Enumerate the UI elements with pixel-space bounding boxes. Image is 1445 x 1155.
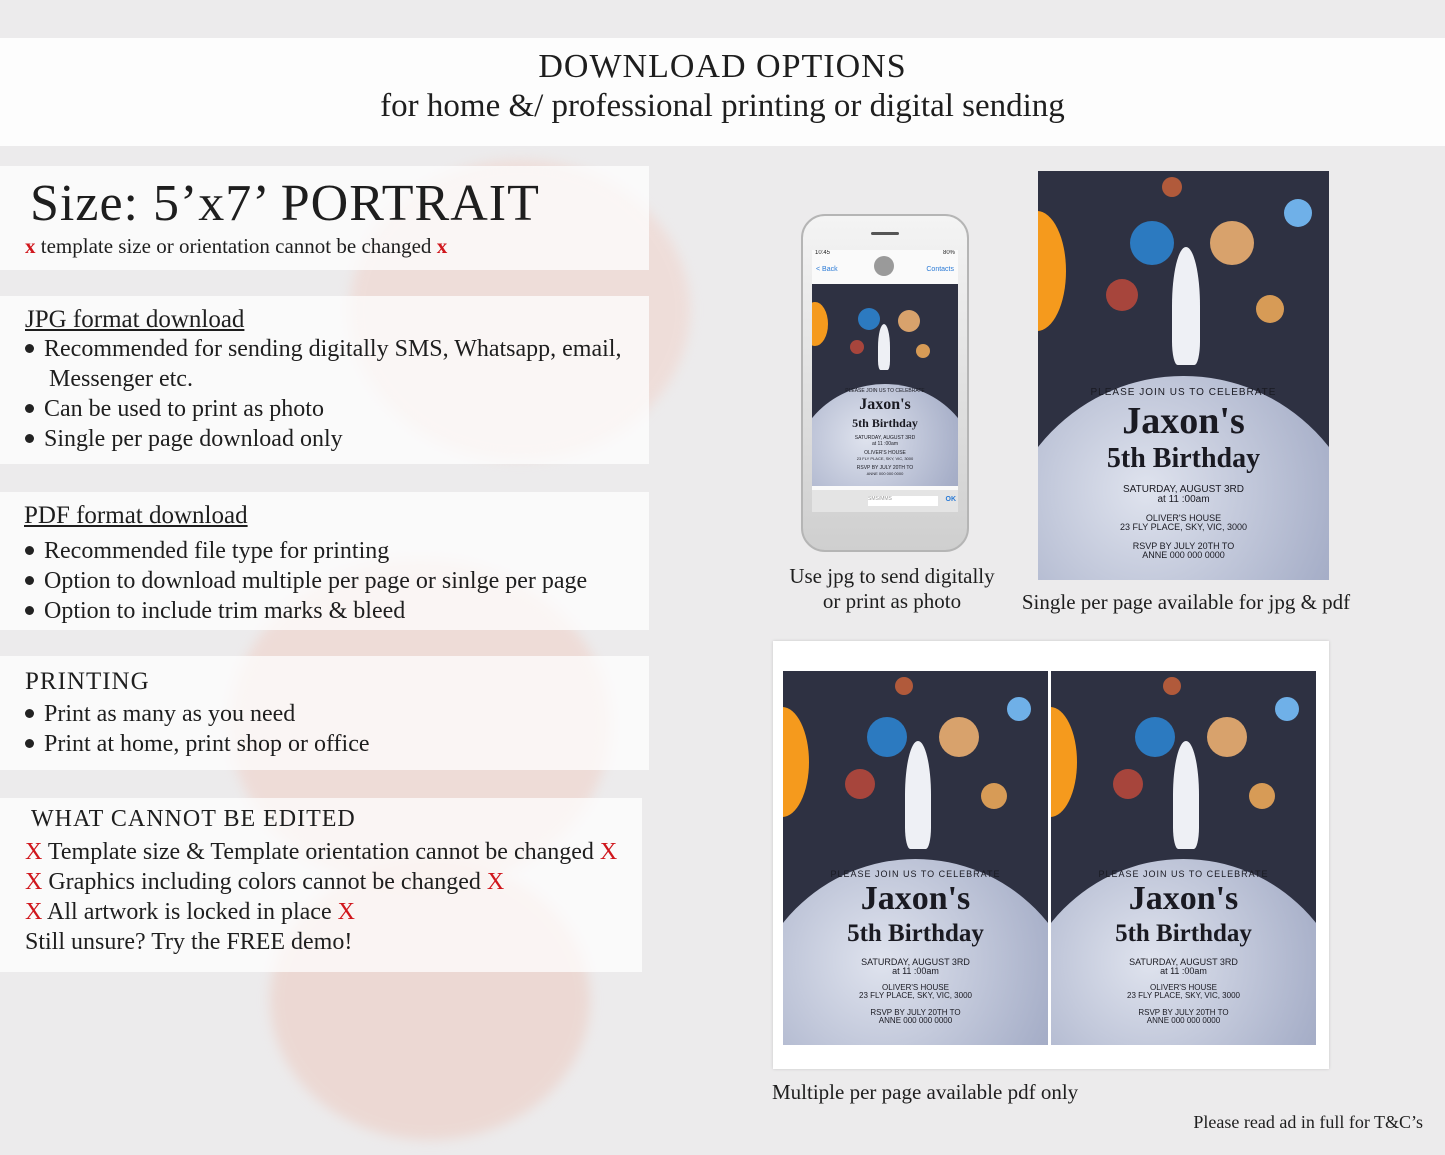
invite-name: Jaxon's: [1122, 400, 1245, 442]
invite-rsvp1: RSVP BY JULY 20TH TO: [1132, 541, 1235, 551]
phone-speaker: [871, 232, 899, 235]
jupiter-icon: [1210, 221, 1254, 265]
invite-rsvp2: ANNE 000 000 0000: [1142, 550, 1225, 560]
saturn-icon: [1256, 295, 1284, 323]
invite-venue2: 23 FLY PLACE, SKY, VIC, 3000: [856, 456, 914, 461]
size-title: Size: 5’x7’ PORTRAIT: [30, 175, 540, 232]
bullet-icon: [25, 606, 34, 615]
earth-icon: [1135, 717, 1175, 757]
venus-icon: [1113, 769, 1143, 799]
jpg-panel: [0, 296, 649, 464]
earth-icon: [867, 717, 907, 757]
x-mark: x: [25, 234, 36, 258]
list-item: Messenger etc.: [49, 366, 193, 392]
list-item: X Template size & Template orientation cannot be changed X: [25, 839, 618, 865]
size-note: [25, 234, 447, 259]
rocket-icon: [905, 741, 931, 849]
single-invitation-card: [1038, 171, 1329, 580]
mars-icon: [850, 340, 864, 354]
saturn-icon: [916, 344, 930, 358]
invite-time: at 11 :00am: [1160, 966, 1207, 976]
list-item: X Graphics including colors cannot be changed X: [25, 869, 505, 895]
demo-note: Still unsure? Try the FREE demo!: [25, 929, 353, 955]
rocket-icon: [878, 324, 890, 370]
sms-input[interactable]: SMS/MMS: [868, 496, 938, 506]
earth-icon: [1130, 221, 1174, 265]
invite-venue2: 23 FLY PLACE, SKY, VIC, 3000: [1127, 991, 1240, 1000]
invite-line1: PLEASE JOIN US TO CELEBRATE: [845, 388, 925, 394]
invite-rsvp1: RSVP BY JULY 20TH TO: [856, 465, 914, 471]
invite-time: at 11 :00am: [871, 441, 899, 447]
neptune-icon: [1275, 697, 1299, 721]
phone-screen: [812, 250, 958, 512]
phone-caption: Use jpg to send digitally or print as photo: [789, 564, 995, 613]
invite-date: SATURDAY, AUGUST 3RD: [1129, 957, 1238, 967]
bullet-icon: [25, 576, 34, 585]
invite-date: SATURDAY, AUGUST 3RD: [854, 435, 916, 441]
multi-invitation-card-2: [1051, 671, 1316, 1045]
invite-date: SATURDAY, AUGUST 3RD: [861, 957, 970, 967]
invite-rsvp2: ANNE 000 000 0000: [878, 1016, 953, 1025]
invite-name: Jaxon's: [1128, 880, 1239, 917]
list-item: Print at home, print shop or office: [25, 729, 370, 759]
invite-venue1: OLIVER'S HOUSE: [882, 983, 949, 992]
saturn-icon: [981, 783, 1007, 809]
invite-event: 5th Birthday: [1106, 443, 1261, 474]
ok-button[interactable]: OK: [945, 496, 956, 503]
jpg-heading: JPG format download: [25, 306, 245, 333]
page-title: DOWNLOAD OPTIONS: [538, 48, 907, 85]
invite-event: 5th Birthday: [852, 416, 918, 430]
jupiter-icon: [1207, 717, 1247, 757]
invite-venue1: OLIVER'S HOUSE: [1145, 513, 1222, 523]
bullet-icon: [25, 739, 34, 748]
back-link[interactable]: < Back: [816, 266, 838, 273]
earth-icon: [858, 308, 880, 330]
noedit-panel: [0, 798, 642, 972]
phone-mockup: [801, 214, 969, 552]
mars-icon: [1163, 677, 1181, 695]
list-item: Print as many as you need: [25, 699, 370, 729]
invite-line1: PLEASE JOIN US TO CELEBRATE: [830, 869, 1001, 879]
invite-time: at 11 :00am: [1157, 494, 1210, 505]
size-note-text: template size or orientation cannot be changed: [40, 234, 432, 258]
multiple-caption: Multiple per page available pdf only: [772, 1080, 1079, 1104]
rocket-icon: [1172, 247, 1200, 365]
bullet-icon: [25, 404, 34, 413]
venus-icon: [845, 769, 875, 799]
sun-icon: [1038, 211, 1066, 331]
saturn-icon: [1249, 783, 1275, 809]
pdf-panel: [0, 492, 649, 630]
neptune-icon: [1007, 697, 1031, 721]
invite-date: SATURDAY, AUGUST 3RD: [1123, 484, 1244, 495]
multi-invitation-card-1: [783, 671, 1048, 1045]
bullet-icon: [25, 344, 34, 353]
bullet-icon: [25, 434, 34, 443]
noedit-heading: WHAT CANNOT BE EDITED: [31, 806, 356, 832]
list-item: Option to download multiple per page or sinlge per page: [25, 566, 587, 596]
pdf-heading: PDF format download: [24, 502, 248, 529]
sun-icon: [783, 707, 809, 817]
invite-event: 5th Birthday: [1115, 920, 1252, 947]
x-mark: x: [436, 234, 448, 258]
printing-heading: PRINTING: [25, 668, 150, 695]
mars-icon: [1162, 177, 1182, 197]
phone-time: 10:45: [815, 250, 831, 256]
terms-note: Please read ad in full for T&C’s: [1193, 1112, 1423, 1132]
bullet-icon: [25, 709, 34, 718]
bullet-icon: [25, 546, 34, 555]
printing-panel: [0, 656, 649, 770]
invite-line1: PLEASE JOIN US TO CELEBRATE: [1098, 869, 1269, 879]
multi-page-sheet: [773, 641, 1329, 1069]
rocket-icon: [1173, 741, 1199, 849]
avatar: [874, 256, 894, 276]
invite-venue1: OLIVER'S HOUSE: [864, 450, 906, 456]
invite-venue2: 23 FLY PLACE, SKY, VIC, 3000: [1119, 522, 1248, 532]
contacts-link[interactable]: Contacts: [926, 266, 954, 273]
list-item: Can be used to print as photo: [25, 394, 621, 424]
sun-icon: [812, 302, 828, 346]
invite-rsvp2: ANNE 000 000 0000: [1146, 1016, 1221, 1025]
list-item: Recommended file type for printing: [25, 536, 587, 566]
list-item: Recommended for sending digitally SMS, Whatsapp, email,: [25, 334, 621, 364]
jupiter-icon: [939, 717, 979, 757]
sun-icon: [1051, 707, 1077, 817]
invite-name: Jaxon's: [860, 880, 971, 917]
invite-venue2: 23 FLY PLACE, SKY, VIC, 3000: [859, 991, 972, 1000]
single-caption: Single per page available for jpg & pdf: [1021, 590, 1351, 614]
size-panel: [0, 166, 649, 270]
invite-name: Jaxon's: [859, 396, 911, 413]
invite-rsvp1: RSVP BY JULY 20TH TO: [870, 1008, 961, 1017]
neptune-icon: [1284, 199, 1312, 227]
invite-rsvp1: RSVP BY JULY 20TH TO: [1138, 1008, 1229, 1017]
invite-event: 5th Birthday: [847, 920, 984, 947]
list-item: X All artwork is locked in place X: [25, 899, 355, 925]
list-item: Option to include trim marks & bleed: [25, 596, 587, 626]
invite-venue1: OLIVER'S HOUSE: [1150, 983, 1217, 992]
page-subtitle: for home &/ professional printing or digital sending: [380, 88, 1065, 124]
jupiter-icon: [898, 310, 920, 332]
phone-battery: 80%: [942, 250, 955, 256]
phone-invitation-card: [812, 284, 958, 486]
invite-time: at 11 :00am: [892, 966, 939, 976]
venus-icon: [1106, 279, 1138, 311]
header: [0, 38, 1445, 146]
invite-rsvp2: ANNE 000 000 0000: [866, 471, 904, 476]
invite-line1: PLEASE JOIN US TO CELEBRATE: [1090, 387, 1277, 398]
mars-icon: [895, 677, 913, 695]
list-item: Single per page download only: [25, 424, 621, 454]
sms-bar: [812, 490, 958, 512]
